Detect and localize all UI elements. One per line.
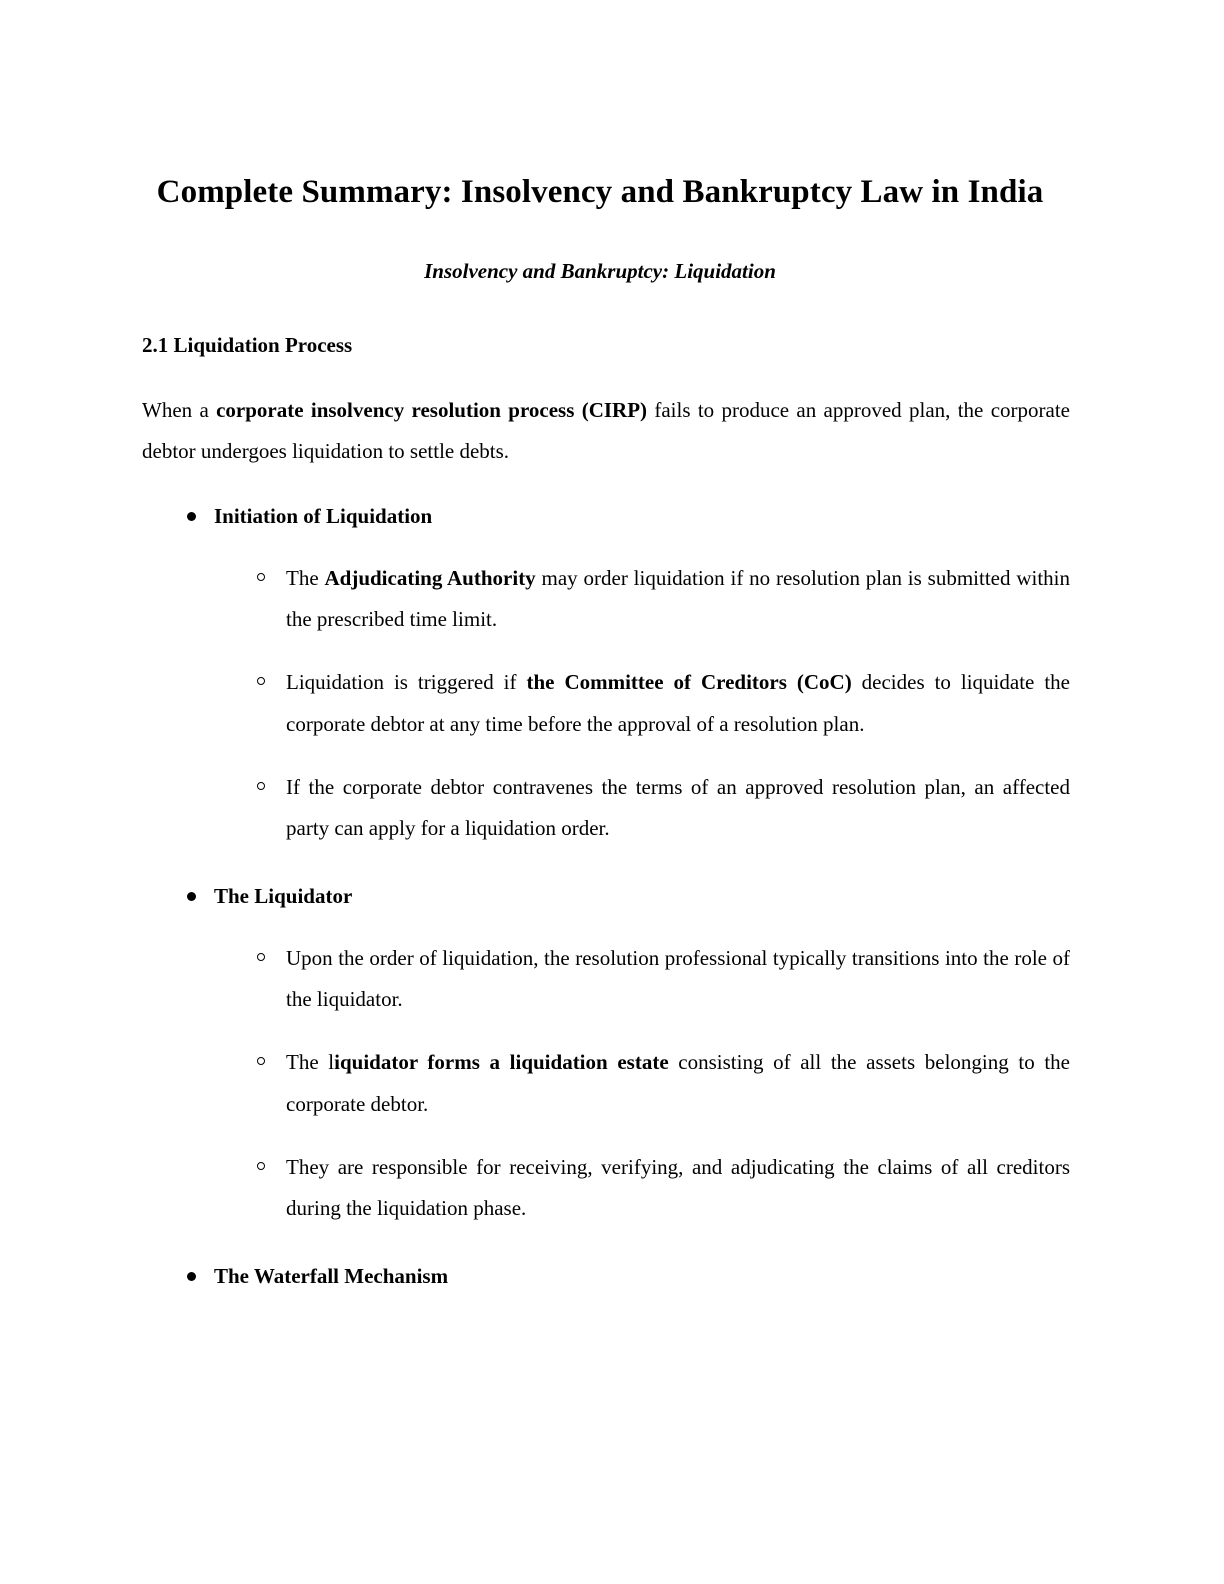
sub-text-part2: may order liquidation if no resolution plan is submitted within the prescribed time limit.: [286, 565, 1070, 631]
list-item: [214, 767, 1070, 850]
circle-bullet-icon: [255, 938, 267, 979]
disc-bullet-icon: [185, 1256, 197, 1297]
sub-text-part1: The: [286, 565, 325, 590]
list-item: [214, 938, 1070, 1021]
sub-item-text: [286, 558, 1070, 641]
sub-text-part1: If the corporate debtor contravenes the terms of an approved resolution plan, an affected party can apply for a liquidation order.: [286, 775, 1070, 841]
intro-text-part2: fails to produce an approved plan, the corporate debtor undergoes liquidation to settle debts.: [142, 397, 1070, 464]
sub-text-part2: consisting of all the assets belonging to the corporate debtor.: [286, 1050, 1071, 1116]
page-title: Complete Summary: Insolvency and Bankruptcy Law in India: [156, 174, 1044, 210]
document-subtitle: Insolvency and Bankruptcy: Liquidation: [424, 259, 776, 284]
list-item-label: The Liquidator: [214, 883, 353, 908]
disc-bullet-icon: [185, 496, 197, 537]
circle-bullet-icon: [255, 767, 267, 808]
circle-bullet-icon: [255, 1147, 267, 1188]
list-item: [142, 496, 1070, 850]
intro-text-bold: corporate insolvency resolution process (CIRP): [216, 397, 648, 422]
sub-text-bold: the Committee of Creditors (CoC): [526, 670, 852, 695]
list-item-label: The Waterfall Mechanism: [214, 1263, 449, 1288]
sub-text-part1: Liquidation is triggered if: [286, 670, 527, 695]
sub-bullet-list: [214, 558, 1070, 850]
list-item: [214, 558, 1070, 641]
liquidation-bullet-list: [142, 496, 1070, 1297]
list-item: [142, 1256, 1070, 1297]
sub-text-part1: Upon the order of liquidation, the resolution professional typically transitions into the role of the liquidator.: [286, 945, 1070, 1012]
sub-text-bold: Adjudicating Authority: [324, 565, 536, 590]
sub-text-part1: The l: [286, 1050, 335, 1075]
circle-bullet-icon: [255, 558, 267, 599]
intro-text-part1: When a: [142, 397, 217, 422]
sub-item-text: [286, 938, 1070, 1021]
intro-paragraph: [142, 390, 1070, 473]
section-heading-2-1: 2.1 Liquidation Process: [142, 332, 353, 357]
sub-item-text: [286, 1042, 1070, 1125]
circle-bullet-icon: [255, 662, 267, 703]
sub-item-text: [286, 1147, 1070, 1230]
sub-bullet-list: [214, 938, 1070, 1230]
circle-bullet-icon: [255, 1042, 267, 1083]
list-item-label: Initiation of Liquidation: [214, 503, 433, 528]
list-item: [214, 1042, 1070, 1125]
sub-item-text: [286, 767, 1070, 850]
sub-item-text: [286, 662, 1070, 745]
sub-text-bold: iquidator forms a liquidation estate: [334, 1050, 669, 1075]
list-item: [142, 876, 1070, 1230]
sub-text-part2: decides to liquidate the corporate debtor at any time before the approval of a resolution plan.: [286, 670, 1070, 736]
sub-text-part1: They are responsible for receiving, verifying, and adjudicating the claims of all creditors during the liquidation phase.: [286, 1155, 1070, 1221]
list-item: [214, 662, 1070, 745]
list-item: [214, 1147, 1070, 1230]
disc-bullet-icon: [185, 876, 197, 917]
